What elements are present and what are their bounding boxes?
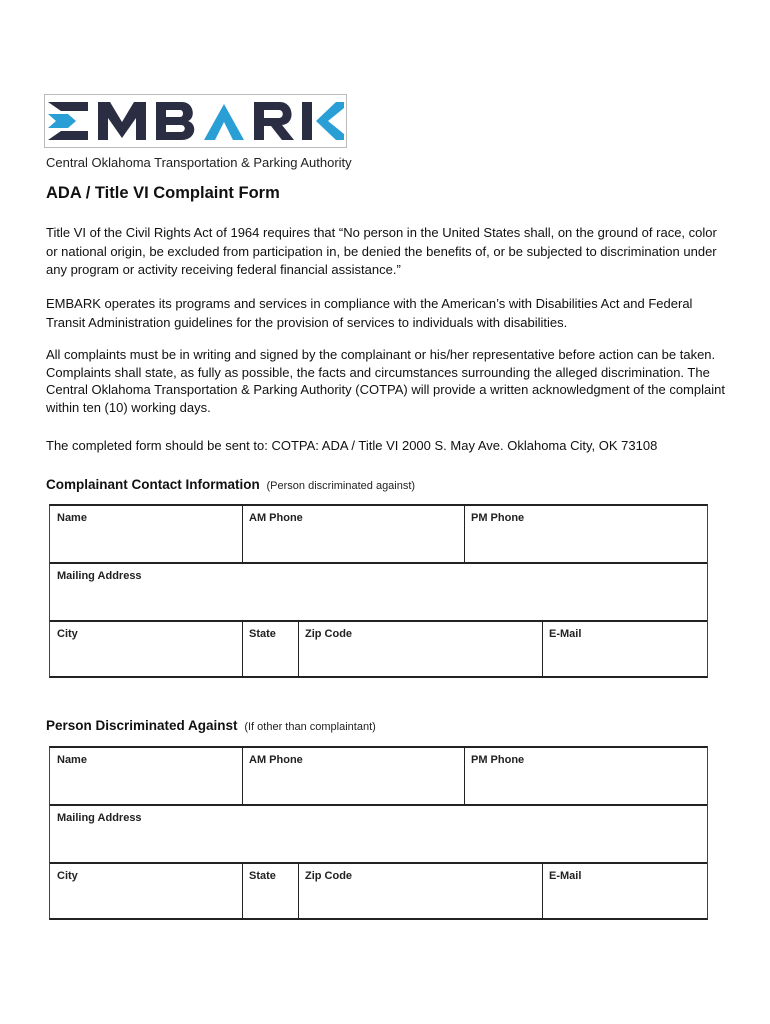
embark-logo bbox=[44, 94, 347, 148]
discriminated-section-heading bbox=[46, 718, 376, 733]
complainant-pm-phone-field[interactable] bbox=[464, 506, 707, 562]
discriminated-city-field[interactable] bbox=[50, 864, 242, 920]
discriminated-am-phone-field[interactable] bbox=[242, 748, 464, 804]
field-label: Mailing Address bbox=[57, 570, 142, 582]
field-label: Mailing Address bbox=[57, 812, 142, 824]
organization-name: Central Oklahoma Transportation & Parking Authority bbox=[46, 155, 352, 170]
field-label: Name bbox=[57, 512, 87, 524]
discriminated-info-table bbox=[49, 746, 708, 920]
field-label: PM Phone bbox=[471, 754, 525, 766]
field-label: E-Mail bbox=[549, 870, 582, 882]
field-label: Name bbox=[57, 754, 87, 766]
discriminated-mailing-address-field[interactable] bbox=[50, 806, 707, 862]
discriminated-email-field[interactable] bbox=[542, 864, 707, 920]
complainant-name-field[interactable] bbox=[50, 506, 242, 562]
form-title: ADA / Title VI Complaint Form bbox=[46, 184, 280, 202]
field-label: Zip Code bbox=[305, 628, 353, 640]
discriminated-heading-note: (If other than complaintant) bbox=[244, 721, 376, 733]
title-vi-paragraph: Title VI of the Civil Rights Act of 1964 requires that “No person in the United States shall, on the ground of race, color or national origin, be excluded from participation in, be denied the benefits of, or be subjected to discrimination under any program or activity receiving federal financial assistance.” bbox=[46, 225, 717, 277]
discriminated-zip-field[interactable] bbox=[298, 864, 542, 920]
discriminated-heading-text: Person Discriminated Against bbox=[46, 718, 238, 733]
field-label: AM Phone bbox=[249, 754, 303, 766]
field-label: State bbox=[249, 628, 276, 640]
discriminated-name-field[interactable] bbox=[50, 748, 242, 804]
complainant-mailing-address-field[interactable] bbox=[50, 564, 707, 620]
discriminated-pm-phone-field[interactable] bbox=[464, 748, 707, 804]
discriminated-state-field[interactable] bbox=[242, 864, 298, 920]
ada-paragraph: EMBARK operates its programs and services in compliance with the American’s with Disabilities Act and Federal Transit Administration guidelines for the provision of services to individuals with disabilities. bbox=[46, 296, 693, 330]
complainant-am-phone-field[interactable] bbox=[242, 506, 464, 562]
complaint-requirements-paragraph: All complaints must be in writing and signed by the complainant or his/her representative before action can be taken. Complaints shall state, as fully as possible, the facts and circumstances surrounding the alleged discrimination. The Central Oklahoma Transportation & Parking Authority (COTPA) will provide a written acknowledgment of the complaint within ten (10) working days. bbox=[46, 347, 725, 415]
complainant-heading-text: Complainant Contact Information bbox=[46, 477, 260, 492]
complainant-state-field[interactable] bbox=[242, 622, 298, 678]
field-label: E-Mail bbox=[549, 628, 582, 640]
field-label: PM Phone bbox=[471, 512, 525, 524]
complainant-heading-note: (Person discriminated against) bbox=[266, 480, 416, 492]
complainant-zip-field[interactable] bbox=[298, 622, 542, 678]
field-label: City bbox=[57, 870, 78, 882]
complainant-city-field[interactable] bbox=[50, 622, 242, 678]
field-label: Zip Code bbox=[305, 870, 353, 882]
complainant-section-heading bbox=[46, 477, 415, 492]
field-label: State bbox=[249, 870, 276, 882]
field-label: City bbox=[57, 628, 78, 640]
mailing-instructions-paragraph: The completed form should be sent to: COTPA: ADA / Title VI 2000 S. May Ave. Oklahoma City, OK 73108 bbox=[46, 438, 658, 453]
field-label: AM Phone bbox=[249, 512, 303, 524]
complainant-info-table bbox=[49, 504, 708, 678]
complainant-email-field[interactable] bbox=[542, 622, 707, 678]
